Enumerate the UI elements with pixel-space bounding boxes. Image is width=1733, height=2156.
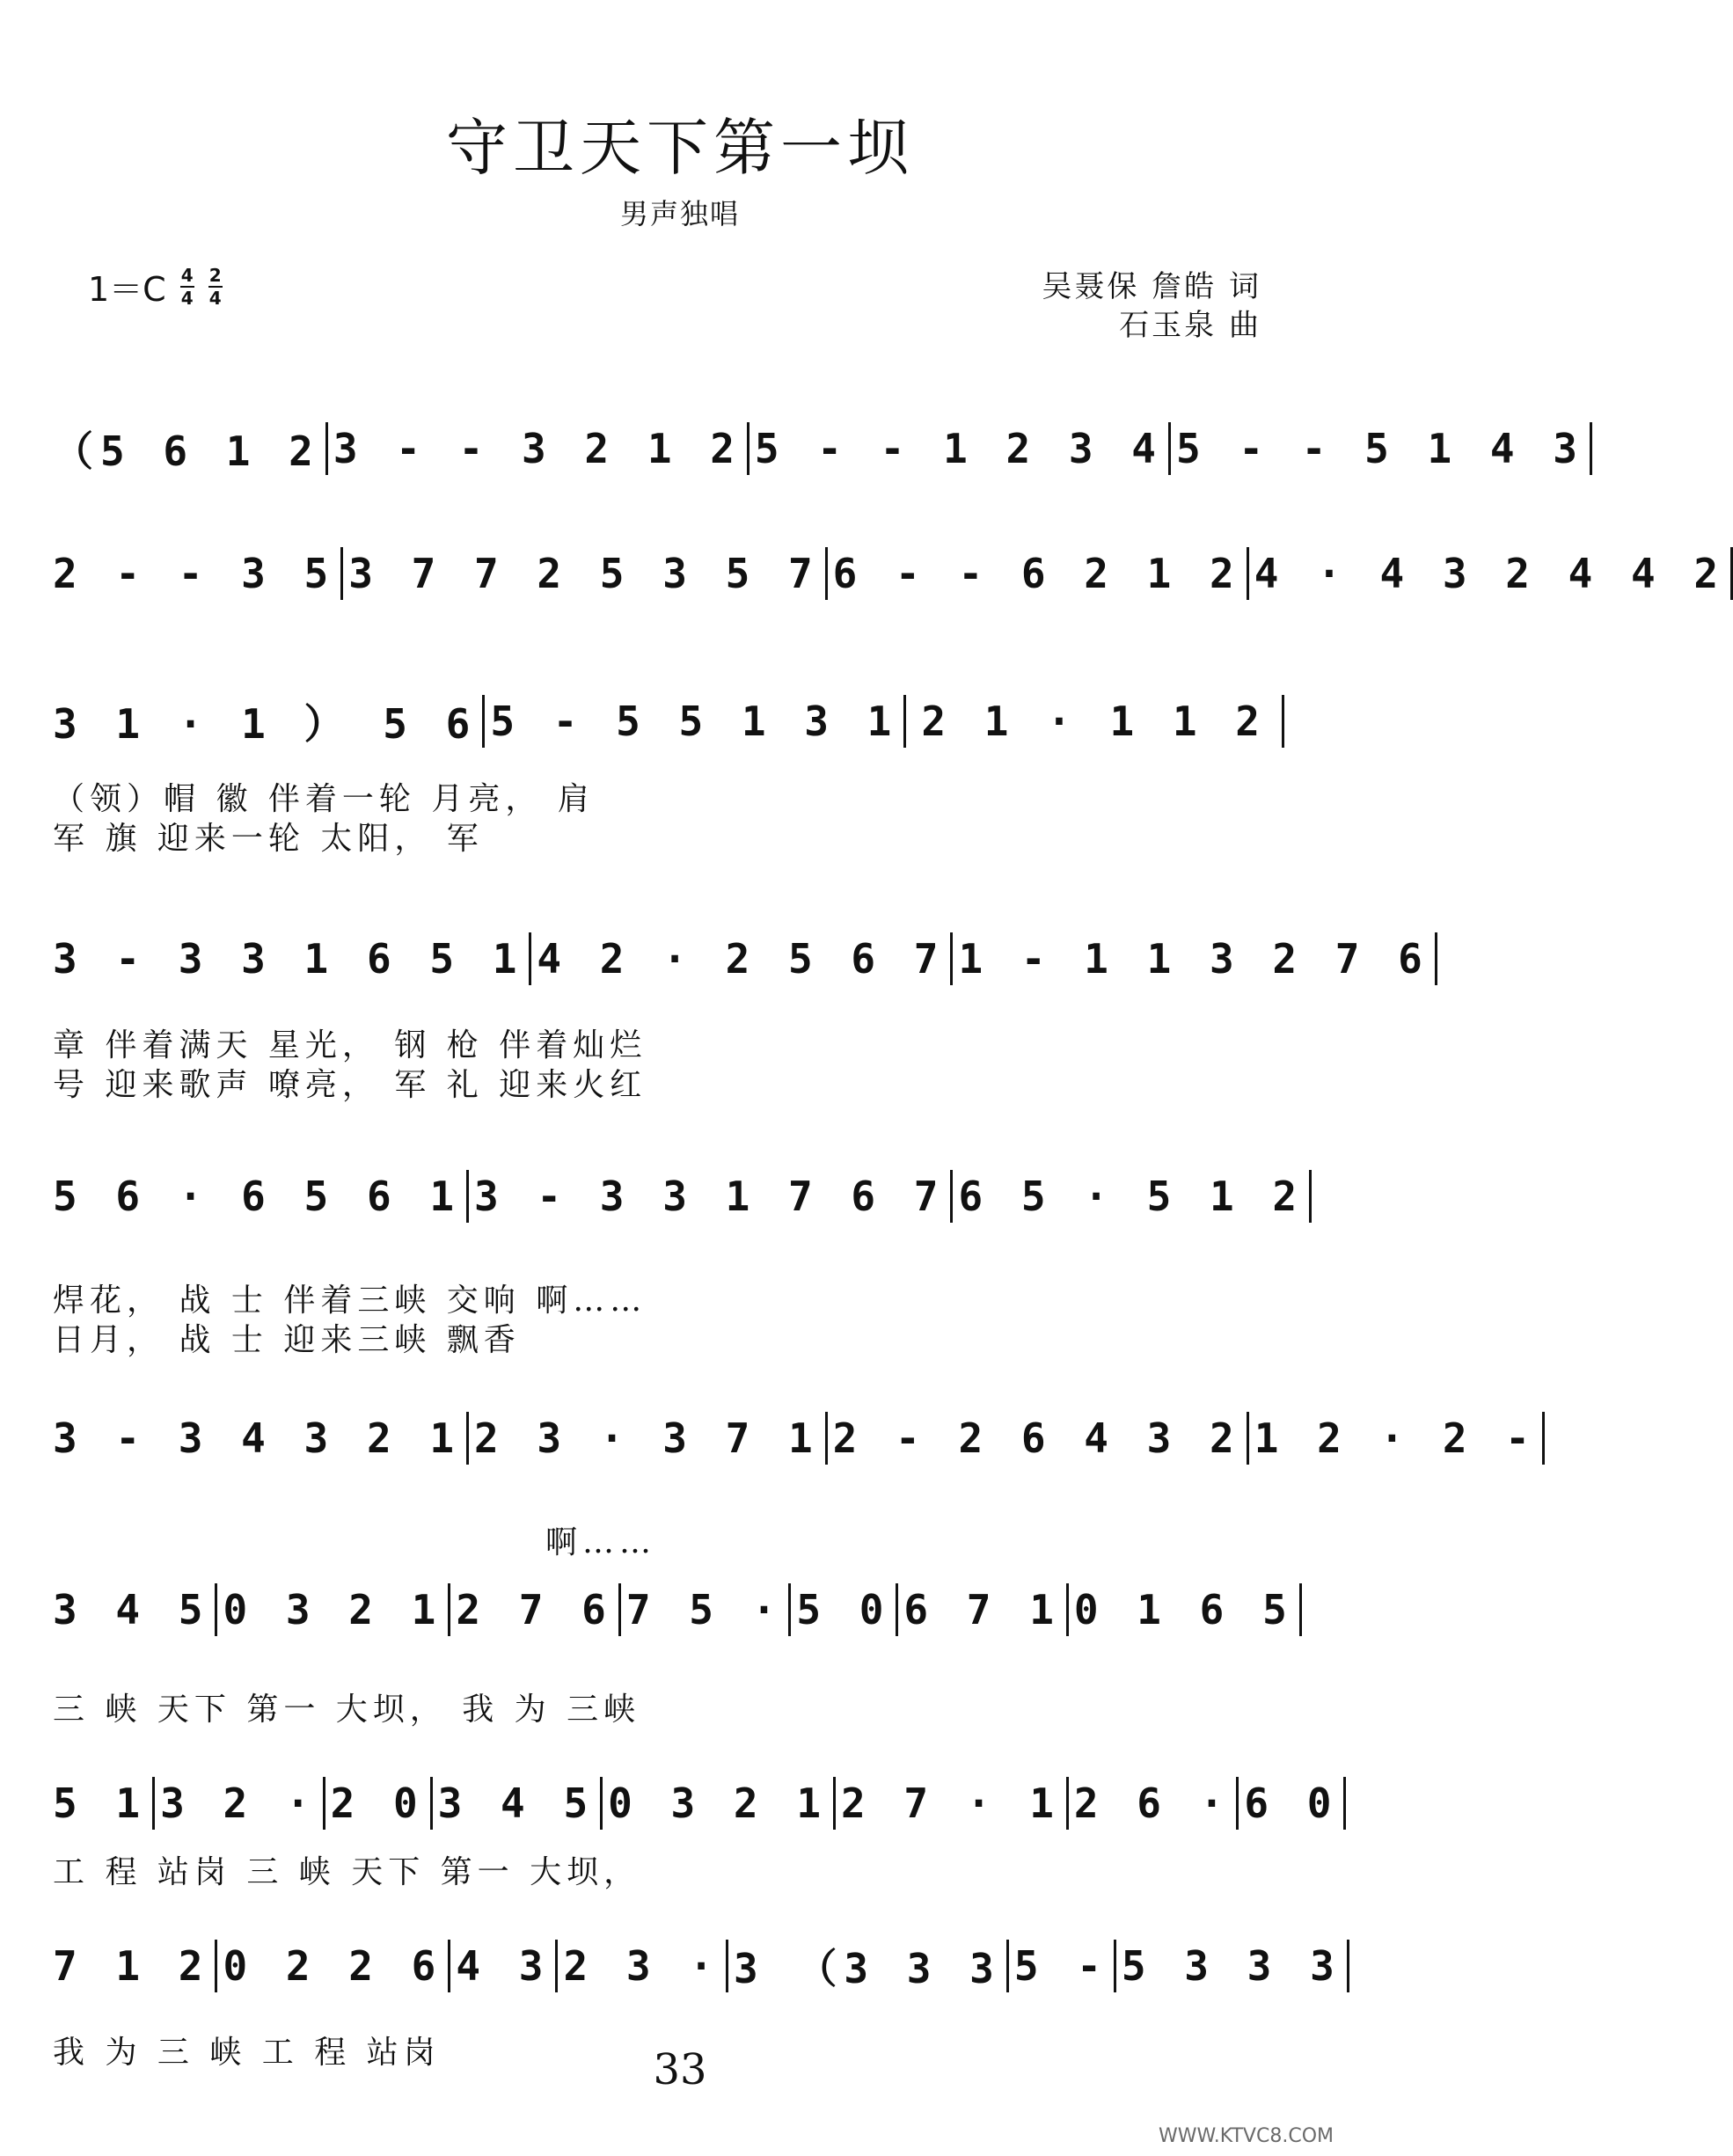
measure: 2 7 6 [456,1586,613,1633]
barline [555,1940,558,1992]
barline [950,1170,953,1223]
lyric-line: 焊花， 战 士 伴着三峡 交响 啊…… [53,1283,647,1319]
measure: 5 - 5 5 1 3 1 [490,698,899,745]
measure: 5 6 · 6 5 6 1 [53,1173,462,1220]
measure: （5 6 1 2 [53,428,320,475]
measure: 2 6 · [1073,1780,1232,1827]
measure: 5 - - 1 2 3 4 [754,425,1163,472]
measure: 6 7 1 [903,1586,1061,1633]
barline [1114,1940,1116,1992]
composer-credit: 石玉泉 曲 [1119,308,1261,343]
barline [448,1940,450,1992]
measure: 2 1 · 1 1 2 [921,698,1267,745]
measure: 6 - - 6 2 1 2 [832,550,1241,597]
lyric-line: 号 迎来歌声 嘹亮， 军 礼 迎来火红 [53,1067,647,1103]
measure: 7 5 · [625,1586,784,1633]
barline [448,1583,450,1636]
measure: 0 3 2 1 [608,1780,829,1827]
measure: 2 3 · [563,1942,720,1990]
barline [215,1940,217,1992]
tonic: 1＝C [88,270,166,309]
lyric-line: 工 程 站岗 三 峡 天下 第一 大坝， [53,1854,641,1890]
measure: 1 2 · 2 - [1254,1414,1537,1462]
barline [1006,1940,1009,1992]
barline [896,1583,898,1636]
barline [430,1777,433,1830]
barline [1299,1583,1302,1636]
measure: 2 0 [330,1780,425,1827]
measure: 6 0 [1244,1780,1339,1827]
lyric-line: 我 为 三 峡 工 程 站岗 [53,2035,441,2071]
measure: 3 - - 3 2 1 2 [333,425,742,472]
barline [1590,422,1592,475]
barline [1066,1777,1069,1830]
barline [529,932,531,985]
barline [466,1412,469,1465]
barline [466,1170,469,1223]
notation-row [53,669,1284,774]
key-signature [88,262,223,311]
barline [1282,695,1284,748]
measure: 4 3 [456,1942,551,1990]
measure: 3 7 7 2 5 3 5 7 [348,550,820,597]
measure: 3 4 5 [53,1586,210,1633]
measure: 1 - 1 1 3 2 7 6 [958,935,1430,983]
measure: 2 7 · 1 [841,1780,1061,1827]
barline [903,695,906,748]
barline [1343,1777,1346,1830]
measure: 0 2 2 6 [223,1942,443,1990]
measure: 2 - - 3 5 [53,550,336,597]
song-title: 守卫天下第一坝 [446,112,914,184]
barline [833,1777,836,1830]
song-subtitle: 男声独唱 [619,197,740,230]
measure: 2 - 2 6 4 3 2 [832,1414,1241,1462]
barline [1435,932,1437,985]
measure: 3 （3 3 3 [733,1945,1001,1992]
barline [1247,1412,1249,1465]
notation-row [53,1385,1537,1491]
measure: 2 3 · 3 7 1 [474,1414,820,1462]
barline [618,1583,621,1636]
lyric-line: 啊…… [545,1524,657,1560]
lyricist-credit: 吴聂保 詹皓 词 [1042,269,1261,304]
watermark: WWW.KTVC8.COM [1159,2125,1334,2147]
barline [1247,547,1249,600]
barline [788,1583,791,1636]
notation-row [53,1557,1294,1663]
lyric-line: 军 旗 迎来一轮 太阳， 军 [53,821,484,857]
measure: 5 - - 5 1 4 3 [1175,425,1584,472]
barline [600,1777,603,1830]
measure: 0 1 6 5 [1073,1586,1294,1633]
barline [482,695,485,748]
barline [1309,1170,1312,1223]
measure: 5 0 [796,1586,891,1633]
barline [1542,1412,1545,1465]
notation-row [53,396,1584,501]
notation-row [53,1144,1305,1249]
lyric-line: 三 峡 天下 第一 大坝， 我 为 三峡 [53,1692,641,1728]
barline [340,547,343,600]
barline [1066,1583,1069,1636]
measure: 4 2 · 2 5 6 7 [537,935,946,983]
measure: 3 4 5 [437,1780,596,1827]
measure: 3 - 3 4 3 2 1 [53,1414,462,1462]
barline [152,1777,155,1830]
barline [215,1583,217,1636]
notation-row [53,906,1430,1012]
barline [1347,1940,1349,1992]
notation-row [53,1750,1339,1856]
measure: 3 1 · 1 ） 5 6 [53,700,478,748]
measure: 4 · 4 3 2 4 4 2 [1254,550,1726,597]
measure: 6 5 · 5 1 2 [958,1173,1305,1220]
measure: 3 2 · [160,1780,318,1827]
meter-4-4: 4 4 [180,264,194,309]
barline [1236,1777,1239,1830]
lyric-line: 章 伴着满天 星光， 钢 枪 伴着灿烂 [53,1027,647,1063]
measure: 7 1 2 [53,1942,210,1990]
measure: 5 - [1013,1942,1108,1990]
measure: 0 3 2 1 [223,1586,443,1633]
notation-row [53,1913,1342,2019]
measure: 5 3 3 3 [1121,1942,1342,1990]
measure: 3 - 3 3 1 7 6 7 [474,1173,946,1220]
barline [1168,422,1171,475]
barline [726,1940,728,1992]
barline [825,1412,828,1465]
barline [323,1777,325,1830]
measure: 5 1 [53,1780,148,1827]
measure: 3 - 3 3 1 6 5 1 [53,935,524,983]
barline [325,422,328,475]
lyric-line: （领）帽 徽 伴着一轮 月亮， 肩 [53,781,595,817]
barline [747,422,750,475]
meter-2-4: 2 4 [208,264,222,309]
barline [950,932,953,985]
notation-row [53,521,1726,626]
barline [825,547,828,600]
lyric-line: 日月， 战 士 迎来三峡 飘香 [53,1322,521,1358]
page-number: 33 [653,2045,707,2094]
